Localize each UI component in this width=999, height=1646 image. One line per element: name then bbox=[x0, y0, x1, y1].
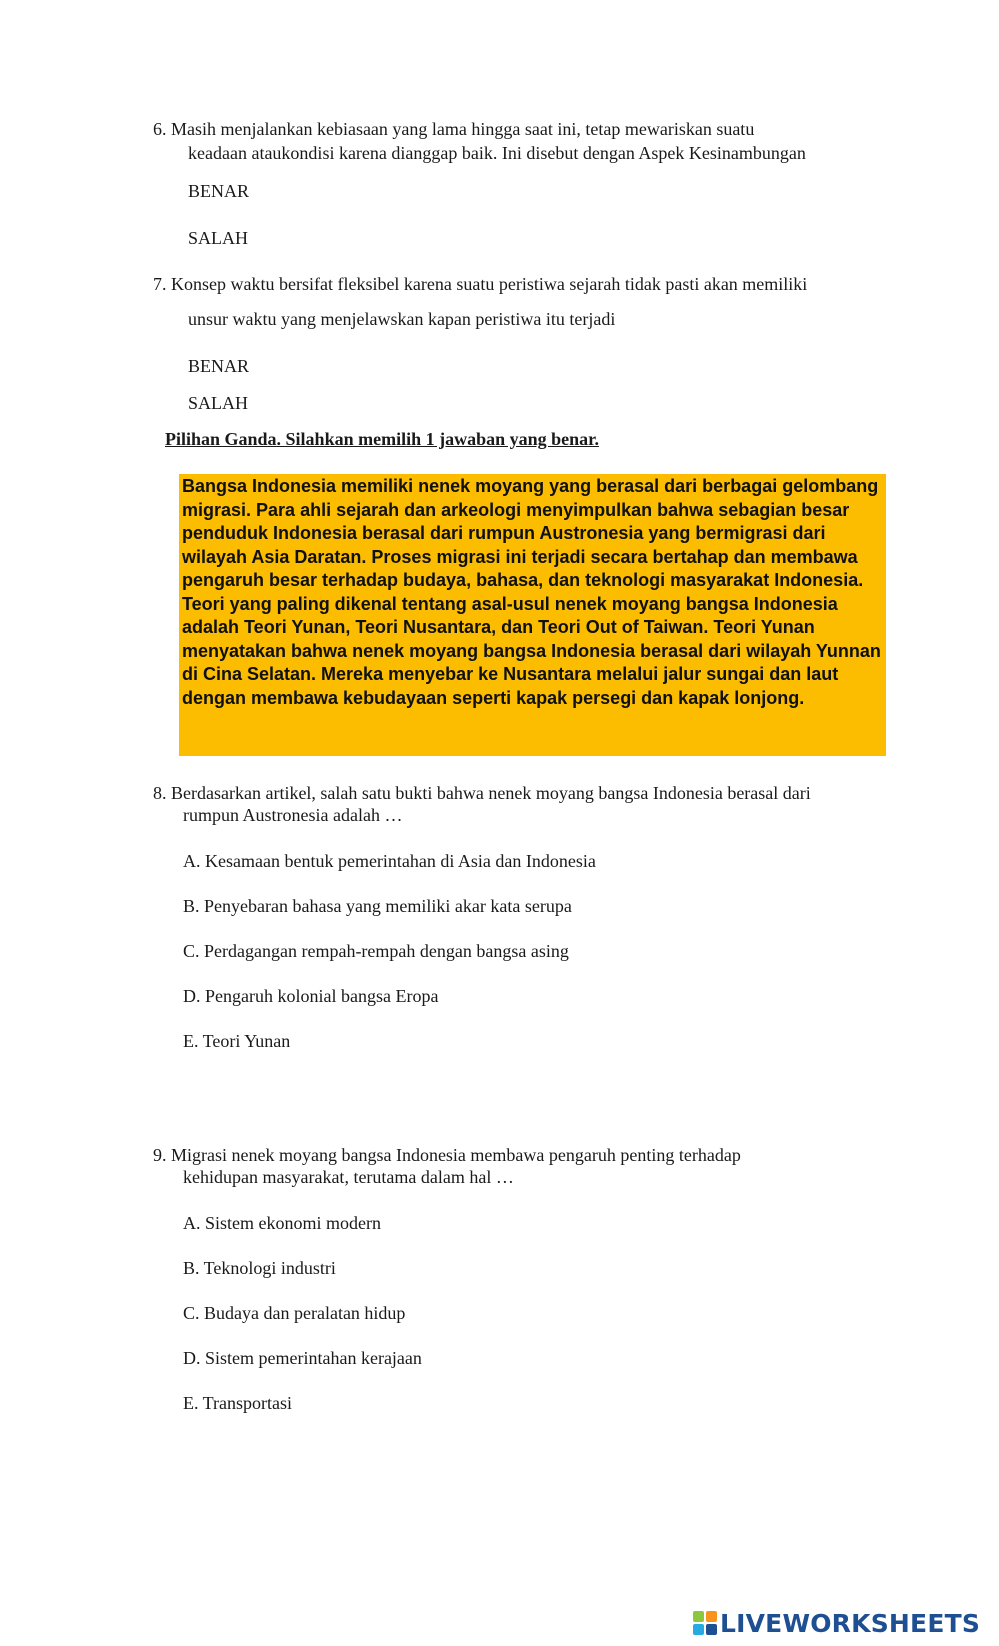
logo-square-orange bbox=[706, 1611, 717, 1622]
liveworksheets-logo-text: LIVEWORKSHEETS bbox=[720, 1608, 981, 1638]
question-6-option-salah[interactable]: SALAH bbox=[188, 228, 249, 248]
question-8-option-d[interactable]: D. Pengaruh kolonial bangsa Eropa bbox=[183, 986, 439, 1006]
question-8-option-c[interactable]: C. Perdagangan rempah-rempah dengan bangsa asing bbox=[183, 941, 569, 961]
question-8-option-e[interactable]: E. Teori Yunan bbox=[183, 1031, 291, 1051]
question-6-line-2: keadaan ataukondisi karena dianggap baik. Ini disebut dengan Aspek Kesinambungan bbox=[188, 143, 806, 163]
question-7-line-1: 7. Konsep waktu bersifat fleksibel karena suatu peristiwa sejarah tidak pasti akan memiliki bbox=[153, 274, 808, 294]
question-9-option-b[interactable]: B. Teknologi industri bbox=[183, 1258, 336, 1278]
question-7-line-2: unsur waktu yang menjelawskan kapan peristiwa itu terjadi bbox=[188, 309, 616, 329]
logo-square-blue bbox=[706, 1624, 717, 1635]
question-8-option-b[interactable]: B. Penyebaran bahasa yang memiliki akar kata serupa bbox=[183, 896, 572, 916]
question-7-option-benar[interactable]: BENAR bbox=[188, 356, 250, 376]
question-9-line-1: 9. Migrasi nenek moyang bangsa Indonesia membawa pengaruh penting terhadap bbox=[153, 1145, 741, 1165]
article-paragraph-2: Teori yang paling dikenal tentang asal-usul nenek moyang bangsa Indonesia adalah Teori Yunan, Teori Nusantara, dan Teori Out of Taiwan. Teori Yunan menyatakan bahwa nenek moyang bangsa Indonesia berasal dari wilayah Yunnan di Cina Selatan. Mereka menyebar ke Nusantara melalui jalur sungai dan laut dengan membawa kebudayaan seperti kapak persegi dan kapak lonjong. bbox=[182, 593, 881, 708]
question-9-option-e[interactable]: E. Transportasi bbox=[183, 1393, 293, 1413]
logo-square-cyan bbox=[693, 1624, 704, 1635]
question-8-option-a[interactable]: A. Kesamaan bentuk pemerintahan di Asia dan Indonesia bbox=[183, 851, 596, 871]
question-9-line-2: kehidupan masyarakat, terutama dalam hal … bbox=[183, 1167, 514, 1187]
section-heading: Pilihan Ganda. Silahkan memilih 1 jawaban yang benar. bbox=[165, 429, 599, 449]
question-8-line-1: 8. Berdasarkan artikel, salah satu bukti bahwa nenek moyang bangsa Indonesia berasal dari bbox=[153, 783, 811, 803]
question-6-line-1: 6. Masih menjalankan kebiasaan yang lama hingga saat ini, tetap mewariskan suatu bbox=[153, 119, 755, 139]
liveworksheets-logo bbox=[693, 1607, 980, 1639]
article-text bbox=[182, 475, 882, 710]
question-9-option-c[interactable]: C. Budaya dan peralatan hidup bbox=[183, 1303, 406, 1323]
question-8-line-2: rumpun Austronesia adalah … bbox=[183, 805, 403, 825]
question-6-option-benar[interactable]: BENAR bbox=[188, 181, 250, 201]
question-9-option-a[interactable]: A. Sistem ekonomi modern bbox=[183, 1213, 381, 1233]
logo-square-green bbox=[693, 1611, 704, 1622]
article-box bbox=[179, 474, 886, 756]
question-7-option-salah[interactable]: SALAH bbox=[188, 393, 249, 413]
article-paragraph-1: Bangsa Indonesia memiliki nenek moyang yang berasal dari berbagai gelombang migrasi. Para ahli sejarah dan arkeologi menyimpulkan bahwa sebagian besar penduduk Indonesia berasal dari rumpun Austronesia yang bermigrasi dari wilayah Asia Daratan. Proses migrasi ini terjadi secara bertahap dan membawa pengaruh besar terhadap budaya, bahasa, dan teknologi masyarakat Indonesia. bbox=[182, 476, 879, 590]
question-9-option-d[interactable]: D. Sistem pemerintahan kerajaan bbox=[183, 1348, 422, 1368]
liveworksheets-logo-icon bbox=[693, 1611, 717, 1635]
